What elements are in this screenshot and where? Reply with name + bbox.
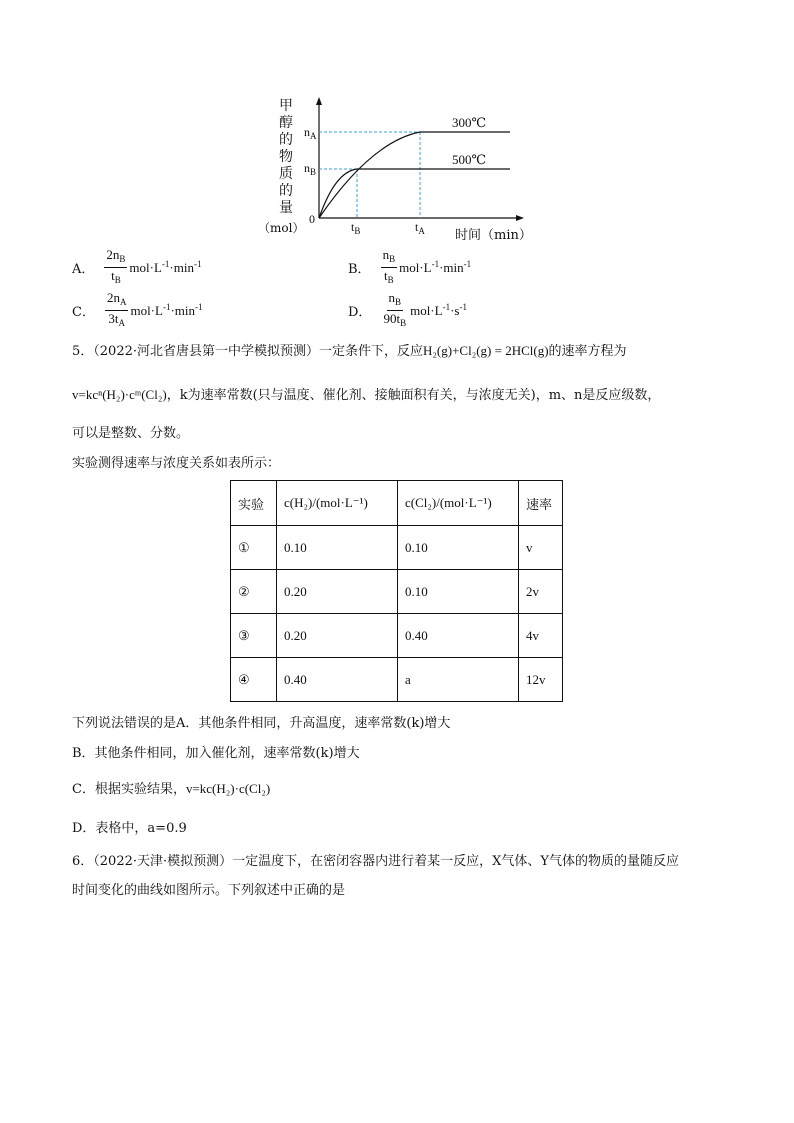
option-b[interactable] <box>348 247 471 288</box>
q5-option-d[interactable]: D．表格中，a=0.9 <box>72 821 187 836</box>
fraction: $\frac{2n_B}{t_B}$ <box>106 247 126 285</box>
table-cell: a <box>398 658 519 702</box>
table-cell: ① <box>231 526 277 570</box>
table-cell: v <box>519 526 563 570</box>
ylabel-char: 质 <box>279 166 293 182</box>
table-cell: 0.10 <box>398 526 519 570</box>
option-letter: A． <box>72 262 95 277</box>
ylabel-char: 量 <box>279 200 293 216</box>
unit: $mol\cdot L^{-1}\cdot\min^{-1}$ <box>399 259 472 275</box>
q5-head: 5．（2022·河北省唐县第一中学模拟预测）一定条件下，反应 <box>72 344 423 359</box>
table-header: 速率 <box>519 481 563 526</box>
label-nB: $n_B$ <box>304 161 317 177</box>
fraction: $\frac{n_B}{90t_B}$ <box>383 290 407 328</box>
graph-svg <box>300 95 530 230</box>
q5-line1 <box>72 340 627 359</box>
option-a[interactable] <box>72 247 201 288</box>
table-cell: ② <box>231 570 277 614</box>
table-cell: 0.40 <box>398 614 519 658</box>
curve-500 <box>319 169 510 218</box>
table-header: 实验 <box>231 481 277 526</box>
x-axis-arrow <box>516 215 524 221</box>
q5-option-a[interactable]: 下列说法错误的是A．其他条件相同，升高温度，速率常数(k)增大 <box>72 716 451 731</box>
label-nA: $n_A$ <box>304 125 317 141</box>
table-cell: 0.20 <box>277 614 398 658</box>
option-c[interactable] <box>72 290 203 331</box>
ylabel-char: 甲 <box>279 98 293 114</box>
table-header-row <box>231 481 563 526</box>
table-header: c(H₂)/(mol·L⁻¹) <box>277 481 398 526</box>
q5-option-c-text: C．根据实验结果， <box>72 782 186 797</box>
table-cell: 0.40 <box>277 658 398 702</box>
q6-line2: 时间变化的曲线如图所示。下列叙述中正确的是 <box>72 883 346 898</box>
table-cell: 2v <box>519 570 563 614</box>
option-letter: B． <box>348 262 371 277</box>
ylabel-char: 醇 <box>279 115 293 131</box>
q5-line2-text: ，k为速率常数(只与温度、催化剂、接触面积有关，与浓度无关)，m、n是反应级数， <box>166 388 661 403</box>
label-origin: 0 <box>309 212 315 226</box>
option-d[interactable] <box>348 290 467 331</box>
curve-300 <box>319 132 510 218</box>
unit: $mol\cdot L^{-1}\cdot\min^{-1}$ <box>130 302 203 318</box>
rate-equation: v=kcⁿ(H₂)·cᵐ(Cl₂) <box>72 387 167 402</box>
q5-head-tail: 的速率方程为 <box>548 344 627 359</box>
unit: $mol\cdot L^{-1}\cdot\min^{-1}$ <box>129 259 202 275</box>
table-cell: ④ <box>231 658 277 702</box>
q5-line3: 可以是整数、分数。 <box>72 426 190 441</box>
table-row <box>231 614 563 658</box>
graph-ylabel-unit: （mol） <box>258 221 305 235</box>
label-300c: 300℃ <box>452 115 487 130</box>
q5-option-c-eq: v=kc(H₂)·c(Cl₂) <box>185 781 271 796</box>
fraction: $\frac{n_B}{t_B}$ <box>382 247 396 285</box>
table-row <box>231 658 563 702</box>
table-cell: 12v <box>519 658 563 702</box>
q5-option-b[interactable]: B．其他条件相同，加入催化剂，速率常数(k)增大 <box>72 746 360 761</box>
q5-line2 <box>72 384 660 403</box>
y-axis-arrow <box>316 97 322 105</box>
ylabel-char: 的 <box>279 132 293 148</box>
table-row <box>231 570 563 614</box>
rate-table <box>230 480 563 702</box>
ylabel-char: 的 <box>279 183 293 199</box>
q5-option-c[interactable] <box>72 778 270 797</box>
table-cell: 0.20 <box>277 570 398 614</box>
fraction: $\frac{2n_A}{3t_A}$ <box>106 290 127 328</box>
option-letter: D． <box>348 305 372 320</box>
unit: $mol\cdot L^{-1}\cdot s^{-1}$ <box>410 302 467 318</box>
table-cell: 0.10 <box>277 526 398 570</box>
q5-line4: 实验测得速率与浓度关系如表所示： <box>72 456 281 471</box>
q6-line1: 6．（2022·天津·模拟预测）一定温度下，在密闭容器内进行着某一反应，X气体、Y气体的物质的量随反应 <box>72 854 679 869</box>
ylabel-char: 物 <box>279 149 293 165</box>
table-cell: 0.10 <box>398 570 519 614</box>
table-cell: 4v <box>519 614 563 658</box>
label-tB: $t_B$ <box>351 220 361 236</box>
q5-reaction: H₂(g)+Cl₂(g) = 2HCl(g) <box>423 343 549 358</box>
label-500c: 500℃ <box>452 152 487 167</box>
table-header: c(Cl₂)/(mol·L⁻¹) <box>398 481 519 526</box>
label-tA: $t_A$ <box>415 220 425 236</box>
table-row <box>231 526 563 570</box>
option-letter: C． <box>72 305 95 320</box>
graph-ylabel <box>276 98 296 217</box>
table-cell: ③ <box>231 614 277 658</box>
xlabel: 时间（min） <box>455 228 532 243</box>
